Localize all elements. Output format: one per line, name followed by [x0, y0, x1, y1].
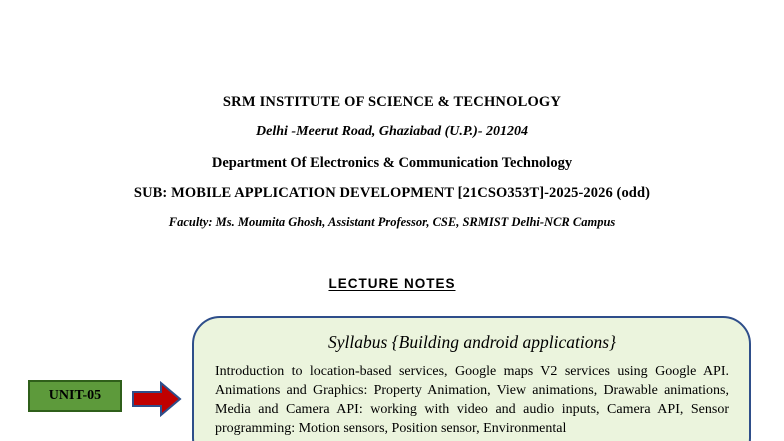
faculty-line: Faculty: Ms. Moumita Ghosh, Assistant Professor, CSE, SRMIST Delhi-NCR Campus — [168, 215, 616, 229]
syllabus-box — [192, 316, 751, 441]
institute-name: SRM INSTITUTE OF SCIENCE & TECHNOLOGY — [222, 94, 562, 110]
unit-badge — [28, 380, 122, 412]
unit-label: UNIT-05 — [48, 388, 102, 403]
department-name: Department Of Electronics & Communication Technology — [211, 155, 573, 171]
lecture-notes-heading — [0, 276, 784, 291]
right-arrow-icon — [131, 381, 183, 417]
syllabus-title: Syllabus {Building android applications} — [328, 332, 616, 352]
lecture-notes-label: LECTURE NOTES — [328, 276, 456, 291]
subject-line: SUB: MOBILE APPLICATION DEVELOPMENT [21CSO353T]-2025-2026 (odd) — [133, 185, 651, 201]
syllabus-body: Introduction to location-based services, Google maps V2 services using Google API. Animations and Graphics: Property Animation, View animations, Drawable animations, Media and Camera API: working with video and audio inputs, Camera API, Sensor programming: Motion sensors, Position sensor, Environmental — [215, 364, 729, 436]
institute-address: Delhi -Meerut Road, Ghaziabad (U.P.)- 201204 — [256, 124, 528, 139]
